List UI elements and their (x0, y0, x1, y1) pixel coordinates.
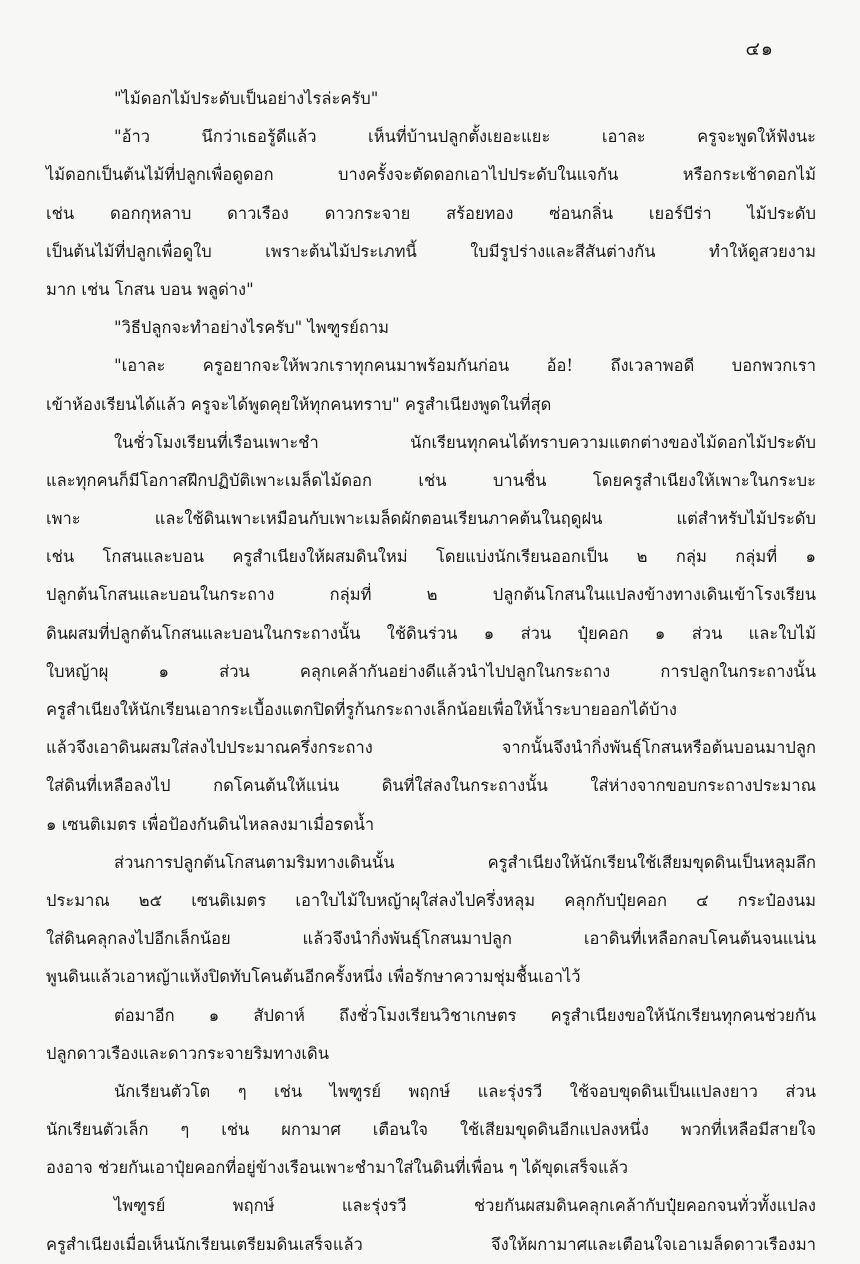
text-line: ครูสำเนียงให้นักเรียนเอากระเบื้องแตกปิดที่รูก้นกระถางเล็กน้อยเพื่อให้น้ำระบายออกได้บ้าง (46, 700, 677, 719)
text-line: แล้วจึงเอาดินผสมใส่ลงไปประมาณครึ่งกระถาง จากนั้นจึงนำกิ่งพันธุ์โกสนหรือต้นบอนมาปลูก (46, 738, 816, 758)
text-line: เพาะ และใช้ดินเพาะเหมือนกับเพาะเมล็ดผักตอนเรียนภาคต้นในฤดูฝน แต่สำหรับไม้ประดับ (46, 509, 816, 529)
text-line: มาก เช่น โกสน บอน พลูด่าง" (46, 279, 254, 299)
text-line: เป็นต้นไม้ที่ปลูกเพื่อดูใบ เพราะต้นไม้ประเภทนี้ ใบมีรูปร่างและสีสันต่างกัน ทำให้ดูสวยงาม (46, 241, 816, 261)
text-line: ในชั่วโมงเรียนที่เรือนเพาะชำ นักเรียนทุกคนได้ทราบความแตกต่างของไม้ดอกไม้ประดับ (114, 432, 816, 452)
text-line: นักเรียนตัวโต ๆ เช่น ไพฑูรย์ พฤกษ์ และรุ่งรวี ใช้จอบขุดดินเป็นแปลงยาว ส่วน (114, 1081, 816, 1101)
text-line: ใบหญ้าผุ ๑ ส่วน คลุกเคล้ากันอย่างดีแล้วนำไปปลูกในกระถาง การปลูกในกระถางนั้น (46, 661, 816, 681)
text-line: ไพฑูรย์ พฤกษ์ และรุ่งรวี ช่วยกันผสมดินคลุกเคล้ากับปุ๋ยคอกจนทั่วทั้งแปลง (114, 1196, 816, 1216)
text-line: ใส่ดินที่เหลือลงไป กดโคนต้นให้แน่น ดินที่ใส่ลงในกระถางนั้น ใส่ห่างจากขอบกระถางประมาณ (46, 776, 816, 796)
text-line: ดินผสมที่ปลูกต้นโกสนและบอนในกระถางนั้น ใช้ดินร่วน ๑ ส่วน ปุ๋ยคอก ๑ ส่วน และใบไม้ (46, 623, 816, 643)
text-line: นักเรียนตัวเล็ก ๆ เช่น ผกามาศ เตือนใจ ใช้เสียมขุดดินอีกแปลงหนึ่ง พวกที่เหลือมีสายใจ (46, 1120, 816, 1140)
text-line: ปลูกดาวเรืองและดาวกระจายริมทางเดิน (46, 1043, 330, 1063)
text-line: ต่อมาอีก ๑ สัปดาห์ ถึงชั่วโมงเรียนวิชาเกษตร ครูสำเนียงขอให้นักเรียนทุกคนช่วยกัน (114, 1005, 816, 1025)
text-line: ๑ เซนติเมตร เพื่อป้องกันดินไหลลงมาเมื่อรดน้ำ (46, 814, 375, 834)
text-line: ครูสำเนียงเมื่อเห็นนักเรียนเตรียมดินเสร็จแล้ว จึงให้ผกามาศและเตือนใจเอาเมล็ดดาวเรืองมา (46, 1234, 816, 1254)
text-line: เข้าห้องเรียนได้แล้ว ครูจะได้พูดคุยให้ทุกคนทราบ" ครูสำเนียงพูดในที่สุด (46, 394, 552, 414)
text-line: "วิธีปลูกจะทำอย่างไรครับ" ไพฑูรย์ถาม (114, 318, 389, 338)
text-line: ประมาณ ๒๕ เซนติเมตร เอาใบไม้ใบหญ้าผุใส่ลงไปครึ่งหลุม คลุกกับปุ๋ยคอก ๔ กระป๋องนม (46, 890, 816, 910)
text-line: พูนดินแล้วเอาหญ้าแห้งปิดทับโคนต้นอีกครั้งหนึ่ง เพื่อรักษาความชุ่มชื้นเอาไว้ (46, 967, 581, 987)
body-text (46, 80, 816, 1264)
text-line: และทุกคนก็มีโอกาสฝึกปฏิบัติเพาะเมล็ดไม้ดอก เช่น บานชื่น โดยครูสำเนียงให้เพาะในกระบะ (46, 470, 816, 490)
text-line: ไม้ดอกเป็นต้นไม้ที่ปลูกเพื่อดูดอก บางครั้งจะตัดดอกเอาไปประดับในแจกัน หรือกระเช้าดอกไม้ (46, 165, 816, 185)
text-line: "เอาละ ครูอยากจะให้พวกเราทุกคนมาพร้อมกันก่อน อ้อ! ถึงเวลาพอดี บอกพวกเรา (114, 356, 816, 376)
text-line: องอาจ ช่วยกันเอาปุ๋ยคอกที่อยู่ข้างเรือนเพาะชำมาใส่ในดินที่เพื่อน ๆ ได้ขุดเสร็จแล้ว (46, 1158, 628, 1178)
text-line: "ไม้ดอกไม้ประดับเป็นอย่างไรล่ะครับ" (114, 89, 379, 108)
text-line: ปลูกต้นโกสนและบอนในกระถาง กลุ่มที่ ๒ ปลูกต้นโกสนในแปลงข้างทางเดินเข้าโรงเรียน (46, 585, 816, 605)
text-line: ใส่ดินคลุกลงไปอีกเล็กน้อย แล้วจึงนำกิ่งพันธุ์โกสนมาปลูก เอาดินที่เหลือกลบโคนต้นจนแน่น (46, 929, 816, 949)
text-line: เช่น โกสนและบอน ครูสำเนียงให้ผสมดินใหม่ โดยแบ่งนักเรียนออกเป็น ๒ กลุ่ม กลุ่มที่ ๑ (46, 547, 816, 567)
text-line: "อ้าว นึกว่าเธอรู้ดีแล้ว เห็นที่บ้านปลูกตั้งเยอะแยะ เอาละ ครูจะพูดให้ฟังนะ (114, 127, 816, 147)
page-number: ๔๑ (745, 38, 774, 60)
text-line: เช่น ดอกกุหลาบ ดาวเรือง ดาวกระจาย สร้อยทอง ซ่อนกลิ่น เยอร์บีร่า ไม้ประดับ (46, 203, 816, 223)
text-line: ส่วนการปลูกต้นโกสนตามริมทางเดินนั้น ครูสำเนียงให้นักเรียนใช้เสียมขุดดินเป็นหลุมลึก (114, 852, 816, 872)
